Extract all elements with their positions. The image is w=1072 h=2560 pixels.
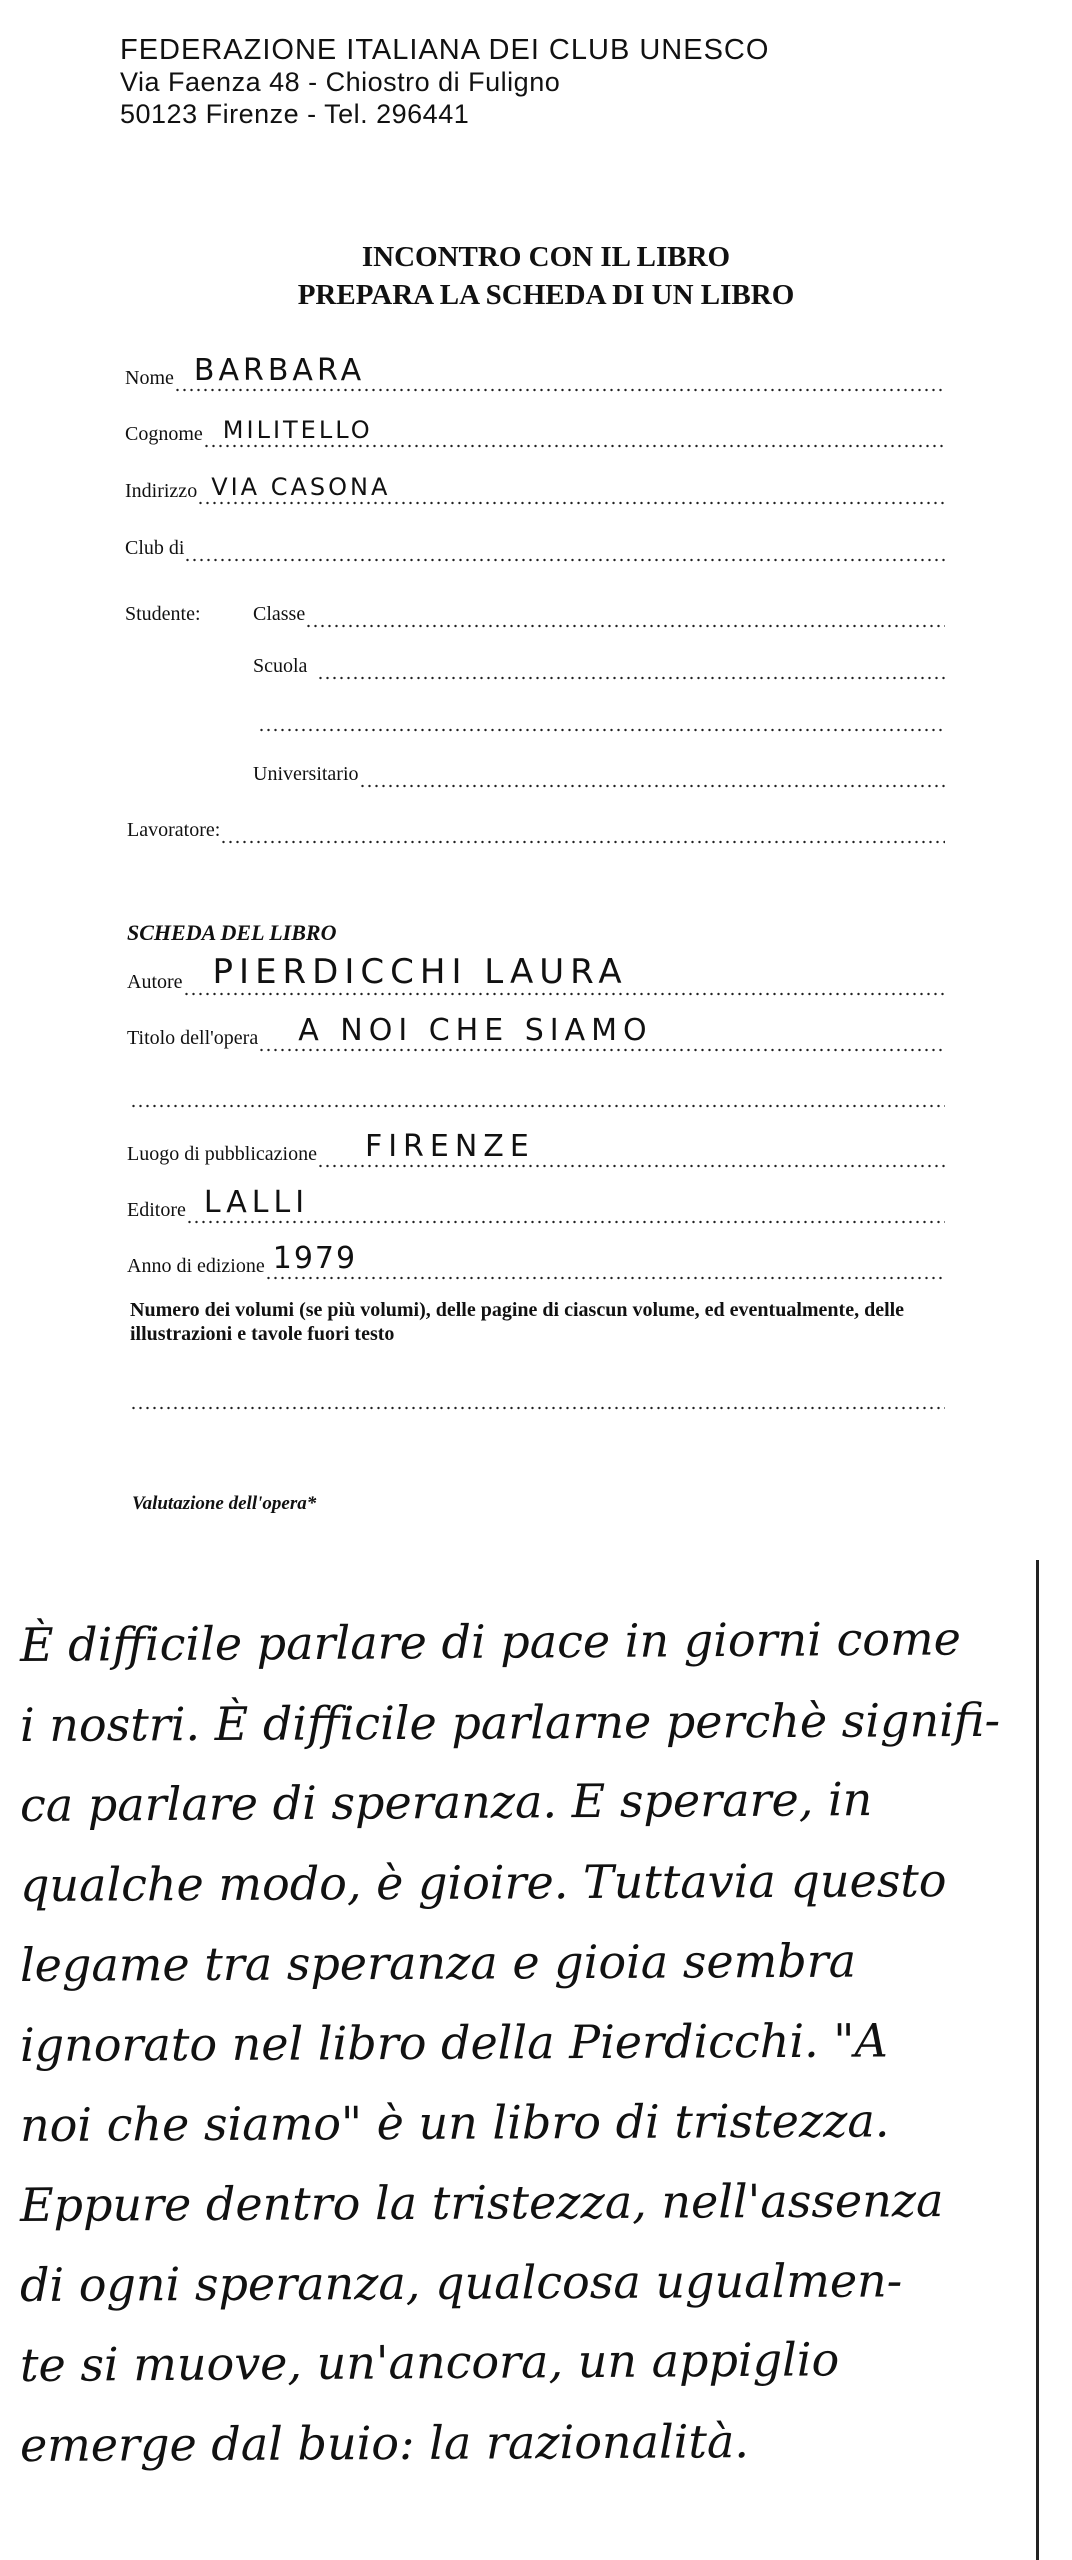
luogo-value: FIRENZE bbox=[364, 1129, 535, 1164]
cognome-value: MILITELLO bbox=[222, 416, 373, 444]
titolo-row bbox=[127, 1012, 945, 1052]
anno-field[interactable] bbox=[265, 1241, 945, 1280]
page-edge-divider bbox=[1036, 1560, 1039, 2560]
scuola-extra-field[interactable] bbox=[258, 702, 945, 732]
essay-line-7: noi che siamo" è un libro di tristezza. bbox=[19, 2093, 890, 2152]
titolo-value: A NOI CHE SIAMO bbox=[298, 1013, 653, 1048]
cognome-label: Cognome bbox=[125, 423, 203, 445]
editore-field[interactable] bbox=[186, 1185, 945, 1224]
nome-label: Nome bbox=[125, 367, 174, 389]
autore-row bbox=[127, 952, 945, 996]
club-row bbox=[125, 522, 945, 562]
indirizzo-value: VIA CASONA bbox=[211, 473, 391, 501]
scuola-extra-row bbox=[258, 692, 945, 732]
scheda-heading: SCHEDA DEL LIBRO bbox=[127, 920, 337, 945]
essay-line-11: emerge dal buio: la razionalità. bbox=[19, 2414, 750, 2472]
autore-value: PIERDICCHI LAURA bbox=[212, 952, 628, 992]
editore-row bbox=[127, 1184, 945, 1224]
luogo-label: Luogo di pubblicazione bbox=[127, 1143, 317, 1165]
essay-line-8: Eppure dentro la tristezza, nell'assenza bbox=[19, 2173, 944, 2232]
cognome-row bbox=[125, 408, 945, 448]
studente-classe-row bbox=[125, 588, 945, 628]
organization-city-phone: 50123 Firenze - Tel. 296441 bbox=[120, 99, 470, 129]
essay-line-10: te si muove, un'ancora, un appiglio bbox=[19, 2332, 840, 2392]
autore-label: Autore bbox=[127, 971, 183, 993]
valutazione-text bbox=[20, 1605, 1060, 2485]
luogo-row bbox=[127, 1128, 945, 1168]
titolo-field[interactable] bbox=[258, 1013, 945, 1052]
essay-line-9: di ogni speranza, qualcosa ugualmen- bbox=[19, 2253, 903, 2312]
essay-line-5: legame tra speranza e gioia sembra bbox=[19, 1933, 857, 1992]
valutazione-label: Valutazione dell'opera* bbox=[132, 1493, 317, 1514]
form-title bbox=[0, 238, 1072, 314]
nome-value: BARBARA bbox=[193, 353, 366, 388]
universitario-row bbox=[253, 748, 945, 788]
essay-line-2: i nostri. È difficile parlarne perchè signifi- bbox=[19, 1692, 1001, 1752]
lavoratore-row bbox=[127, 804, 945, 844]
essay-line-4: qualche modo, è gioire. Tuttavia questo bbox=[19, 1853, 947, 1912]
luogo-field[interactable] bbox=[317, 1129, 945, 1168]
universitario-label: Universitario bbox=[253, 763, 359, 785]
titolo-extra-row bbox=[130, 1068, 945, 1108]
autore-field[interactable] bbox=[183, 952, 945, 996]
organization-address: Via Faenza 48 - Chiostro di Fuligno bbox=[120, 67, 561, 97]
indirizzo-field[interactable] bbox=[197, 475, 945, 505]
editore-label: Editore bbox=[127, 1199, 186, 1221]
club-field[interactable] bbox=[184, 532, 945, 562]
essay-line-6: ignorato nel libro della Pierdicchi. "A bbox=[19, 2013, 888, 2072]
form-title-line2: PREPARA LA SCHEDA DI UN LIBRO bbox=[297, 279, 795, 311]
anno-value: 1979 bbox=[272, 1241, 358, 1276]
scuola-field[interactable] bbox=[317, 650, 945, 680]
scuola-row bbox=[253, 640, 945, 680]
studente-label: Studente: bbox=[125, 603, 201, 625]
numero-volumi-field[interactable] bbox=[130, 1380, 945, 1410]
anno-label: Anno di edizione bbox=[127, 1255, 265, 1277]
organization-name: FEDERAZIONE ITALIANA DEI CLUB UNESCO bbox=[120, 34, 770, 66]
anno-row bbox=[127, 1240, 945, 1280]
titolo-extra-field[interactable] bbox=[130, 1078, 945, 1108]
essay-line-1: È difficile parlare di pace in giorni come bbox=[19, 1611, 962, 1672]
indirizzo-label: Indirizzo bbox=[125, 480, 198, 502]
nome-row bbox=[125, 352, 945, 392]
indirizzo-row bbox=[125, 465, 945, 505]
cognome-field[interactable] bbox=[203, 418, 945, 448]
classe-field[interactable] bbox=[305, 598, 945, 628]
lavoratore-label: Lavoratore: bbox=[127, 819, 221, 841]
form-title-line1: INCONTRO CON IL LIBRO bbox=[361, 241, 731, 273]
numero-volumi-label: Numero dei volumi (se più volumi), delle pagine di ciascun volume, ed eventualmente, delle illustrazioni e tavole fuori testo bbox=[130, 1299, 905, 1345]
editore-value: LALLI bbox=[203, 1185, 310, 1220]
lavoratore-field[interactable] bbox=[220, 814, 945, 844]
classe-label: Classe bbox=[253, 603, 306, 625]
universitario-field[interactable] bbox=[359, 758, 945, 788]
club-label: Club di bbox=[125, 537, 185, 559]
numero-field-row bbox=[130, 1370, 945, 1410]
essay-line-3: ca parlare di speranza. E sperare, in bbox=[19, 1772, 873, 1832]
titolo-label: Titolo dell'opera bbox=[127, 1027, 259, 1049]
letterhead bbox=[120, 34, 769, 130]
scuola-label: Scuola bbox=[253, 655, 308, 677]
nome-field[interactable] bbox=[174, 353, 945, 392]
